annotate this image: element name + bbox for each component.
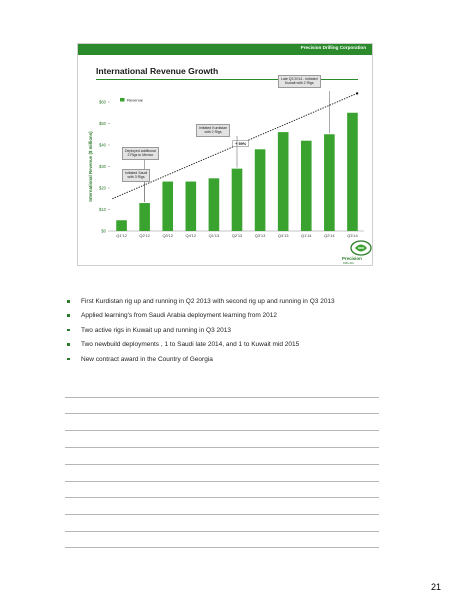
x-tick-label: Q3'13	[254, 233, 266, 238]
bullet-marker-icon	[67, 329, 70, 332]
x-tick-label: Q3'12	[162, 233, 174, 238]
page-number: 21	[431, 582, 442, 592]
x-tick-label: Q2'14	[324, 233, 335, 238]
note-line	[65, 497, 379, 498]
x-tick-label: Q4'12	[185, 233, 197, 238]
callout-kurdistan	[196, 124, 230, 137]
bar-Q4'12	[186, 182, 197, 231]
bullet-marker-icon	[67, 314, 70, 317]
note-line	[65, 547, 379, 548]
note-line	[65, 464, 379, 465]
callout-kuwait-line-2: Kuwait with 2 Rigs	[284, 81, 314, 86]
presentation-slide	[77, 43, 373, 266]
bar-Q1'14	[301, 141, 312, 231]
callout-kurdistan-line-2: with 2 Rigs	[204, 130, 222, 135]
y-tick-label: $0	[101, 228, 106, 234]
note-line	[65, 413, 379, 414]
legend-label: Revenue	[127, 97, 144, 103]
x-tick-label: Q4'13	[277, 233, 289, 238]
bullet-text: New contract award in the Country of Georgia	[81, 355, 213, 363]
bullet-item	[65, 356, 405, 370]
bullet-text: Two active rigs in Kuwait up and running in Q3 2013	[81, 326, 231, 334]
note-line	[65, 430, 379, 431]
callout-kuwait	[278, 75, 321, 88]
note-line	[65, 481, 379, 482]
bullet-marker-icon	[67, 358, 70, 361]
bullet-text: First Kurdistan rig up and running in Q2 2013 with second rig up and running in Q3 2013	[81, 298, 335, 305]
bullet-marker-icon	[67, 343, 70, 346]
bar-Q2'12	[139, 203, 150, 231]
trend-end-point	[356, 92, 358, 94]
y-tick-label: $10	[99, 206, 106, 212]
y-tick-label: $20	[99, 185, 106, 191]
y-tick-label: $60	[99, 99, 106, 105]
y-tick-label: $30	[99, 163, 106, 169]
bar-Q2'13	[232, 169, 243, 231]
legend-swatch	[120, 98, 125, 102]
callout-saudi-line-2: with 3 Rigs	[127, 175, 145, 180]
bullet-item	[65, 312, 405, 326]
y-axis-label: International Revenue ($ millions)	[88, 131, 93, 202]
bullet-item	[65, 327, 405, 341]
x-tick-label: Q2'13	[231, 233, 243, 238]
logo-wordmark: Precision	[342, 256, 362, 261]
bullet-list	[65, 298, 405, 370]
company-name: Precision Drilling Corporation	[300, 45, 366, 50]
y-tick-label: $40	[99, 142, 106, 148]
bar-Q1'13	[209, 178, 220, 231]
x-tick-label: Q2'12	[139, 233, 150, 238]
bar-Q4'13	[278, 132, 289, 231]
y-tick-label: $50	[99, 120, 106, 126]
callout-mexico-line-2: 2 Rigs to Mexico	[127, 153, 154, 158]
note-line	[65, 531, 379, 532]
callout-kurdistan-line-1: Initiated Kurdistan	[199, 126, 228, 130]
bullet-item	[65, 341, 405, 355]
bar-Q2'14	[324, 134, 335, 231]
x-tick-label: Q3'14	[347, 233, 358, 238]
bullet-text: Applied learning's from Saudi Arabia deployment learning from 2012	[81, 312, 277, 320]
bar-Q3'13	[255, 149, 266, 231]
bullet-text: Two newbuild deployments , 1 to Saudi late 2014, and 1 to Kuwait mid 2015	[81, 341, 300, 349]
callout-kuwait-line-1: Late Q3 2014 - Initiated	[281, 77, 318, 81]
trend-label: + 59%	[235, 141, 247, 146]
note-line	[65, 447, 379, 448]
slide-title: International Revenue Growth	[96, 66, 219, 76]
bar-Q1'12	[116, 220, 127, 231]
bullet-marker-icon	[67, 300, 70, 303]
callout-saudi-line-1: Initiated Saudi	[125, 171, 148, 175]
callout-mexico	[122, 147, 159, 160]
callout-mexico-line-1: Deployed additional	[125, 149, 156, 153]
logo-emblem-icon	[350, 240, 372, 256]
note-line	[65, 397, 379, 398]
bar-Q3'12	[162, 182, 173, 231]
bullet-item	[65, 298, 405, 312]
note-line	[65, 514, 379, 515]
logo-tagline: DRILLING	[343, 262, 355, 265]
callout-saudi	[122, 169, 150, 182]
x-tick-label: Q1'13	[208, 233, 220, 238]
x-tick-label: Q1'14	[300, 233, 312, 238]
bar-Q3'14	[347, 113, 358, 231]
x-tick-label: Q1'12	[116, 233, 127, 238]
